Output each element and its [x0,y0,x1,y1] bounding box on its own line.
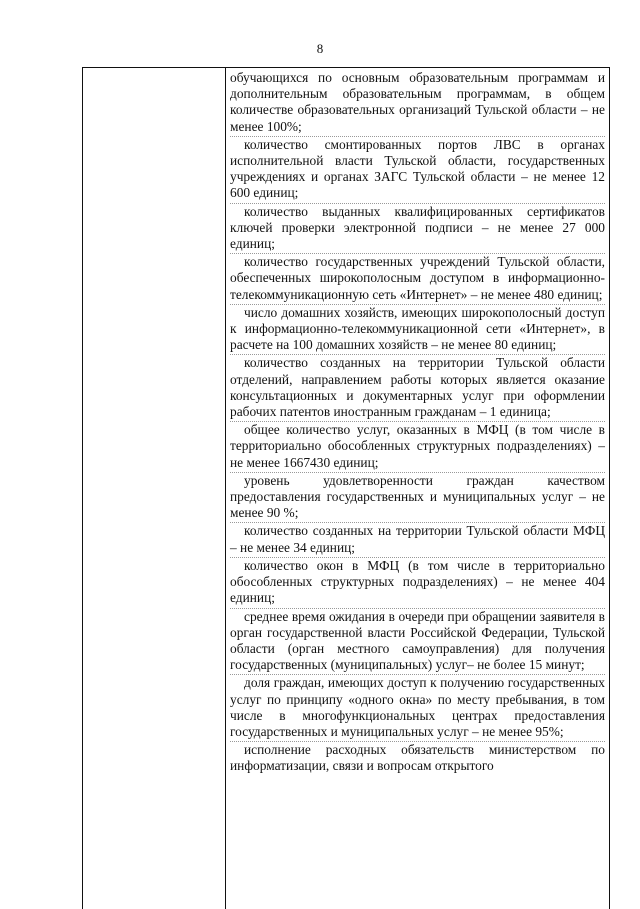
table-left-column [83,68,226,909]
paragraph-waiting-time: среднее время ожидания в очереди при обращении заявителя в орган государственной власти Российской Федерации, Тульской области (орган местного самоуправления) для получения государственных (муниципальных) услуг– не более 15 минут; [230,608,605,675]
indicators-table [82,67,610,909]
paragraph-broadband-institutions: количество государственных учреждений Тульской области, обеспеченных широкополосным доступом в информационно-телекоммуникационную сеть «Интернет» – не менее 480 единиц; [230,253,605,304]
paragraph-expenditure-obligations: исполнение расходных обязательств министерством по информатизации, связи и вопросам открытого [230,741,605,775]
paragraph-lan-ports: количество смонтированных портов ЛВС в органах исполнительной власти Тульской области, государственных учреждениях и органах ЗАГС Тульской области – не менее 12 600 единиц; [230,136,605,203]
paragraph-mfc-windows: количество окон в МФЦ (в том числе в территориально обособленных структурных подразделениях) – не менее 404 единиц; [230,557,605,608]
paragraph-mfc-count: количество созданных на территории Тульской области МФЦ – не менее 34 единиц; [230,522,605,556]
paragraph-one-window-access: доля граждан, имеющих доступ к получению государственных услуг по принципу «одного окна» по месту пребывания, в том числе в многофункциональных центрах предоставления государственных и муниципальных услуг – не менее 95%; [230,674,605,741]
table-right-column [226,68,609,909]
paragraph-certificates: количество выданных квалифицированных сертификатов ключей проверки электронной подписи – не менее 27 000 единиц; [230,203,605,254]
paragraph-patent-offices: количество созданных на территории Тульской области отделений, направлением работы которых является оказание консультационных и документарных услуг при оформлении рабочих патентов иностранным гражданам – 1 единица; [230,354,605,421]
paragraph-broadband-households: число домашних хозяйств, имеющих широкополосный доступ к информационно-телекоммуникационной сети «Интернет», в расчете на 100 домашних хозяйств – не менее 80 единиц; [230,304,605,355]
paragraph-satisfaction-level: уровень удовлетворенности граждан качеством предоставления государственных и муниципальных услуг – не менее 90 %; [230,472,605,523]
paragraph-mfc-services-count: общее количество услуг, оказанных в МФЦ (в том числе в территориально обособленных структурных подразделениях) – не менее 1667430 единиц; [230,421,605,472]
paragraph-education-organizations: обучающихся по основным образовательным программам и дополнительным образовательным программам, в общем количестве образовательных организаций Тульской области – не менее 100%; [230,70,605,134]
page-number: 8 [316,41,324,56]
